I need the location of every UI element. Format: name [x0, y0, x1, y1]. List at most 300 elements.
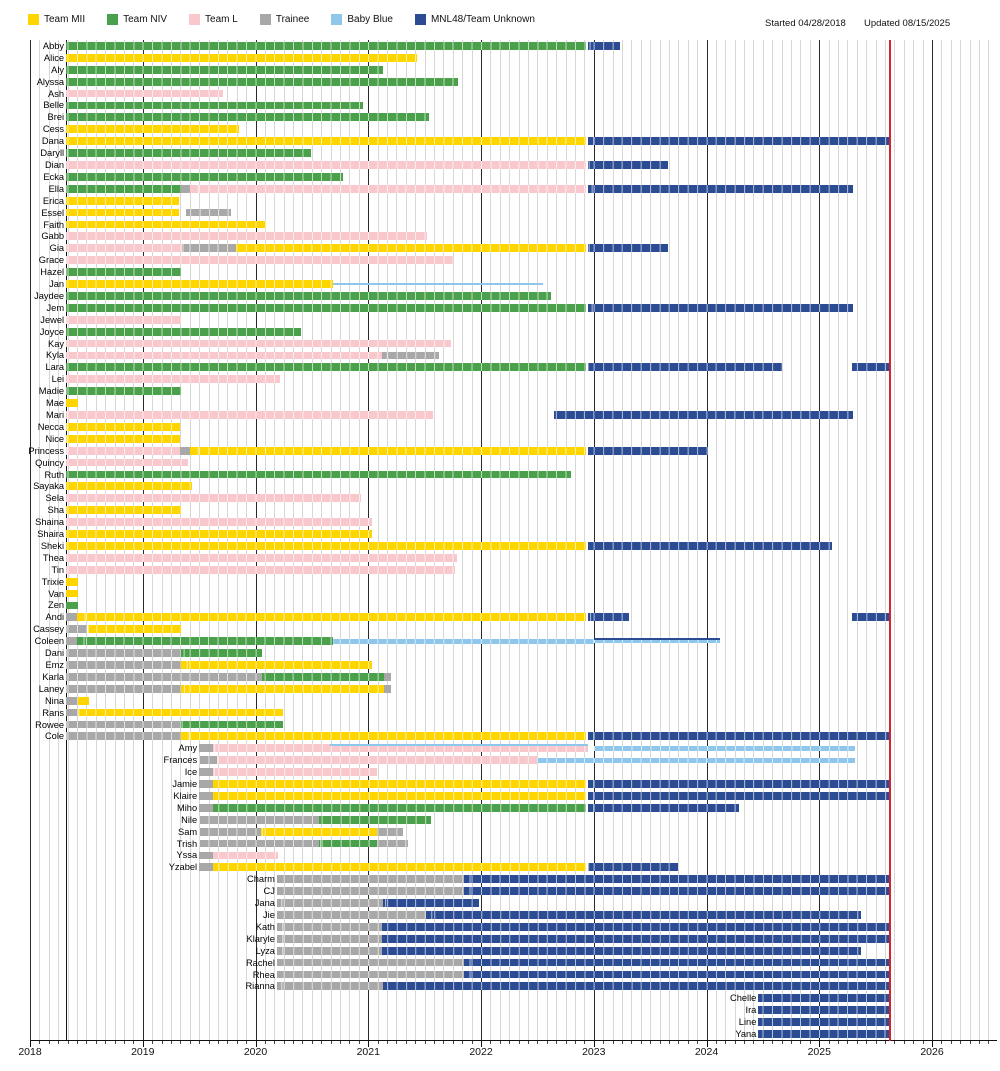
axis-tick	[528, 1041, 529, 1044]
gantt-bar-l	[217, 756, 537, 764]
gantt-bar-niv	[66, 292, 551, 300]
gantt-bar-niv	[66, 387, 181, 395]
gantt-bar-mii	[66, 578, 78, 586]
axis-tick	[885, 1041, 886, 1044]
gantt-bar-trainee	[180, 447, 190, 455]
row-label: Rans	[42, 707, 65, 718]
axis-tick	[556, 1041, 557, 1044]
row-label: Nile	[181, 814, 198, 825]
axis-tick	[133, 1041, 134, 1044]
gantt-bar-l	[213, 852, 278, 860]
row-label: Laney	[38, 683, 65, 694]
axis-tick	[847, 1041, 848, 1044]
axis-tick	[688, 1041, 689, 1044]
legend-label: MNL48/Team Unknown	[430, 14, 535, 25]
gantt-bar-niv	[66, 42, 586, 50]
axis-tick	[753, 1041, 754, 1044]
row-label: Amy	[178, 743, 198, 754]
axis-tick	[509, 1041, 510, 1044]
legend-label: Team MII	[44, 14, 86, 25]
gantt-bar-niv	[319, 816, 432, 824]
axis-tick	[547, 1041, 548, 1044]
row-label: Klaire	[173, 790, 198, 801]
gantt-bar-unknown	[588, 42, 620, 50]
gantt-bar-trainee	[66, 685, 181, 693]
row-label: Belle	[43, 100, 65, 111]
gantt-bar-l	[66, 90, 223, 98]
row-label: Dian	[44, 159, 65, 170]
gantt-bar-niv	[66, 149, 311, 157]
axis-tick	[162, 1041, 163, 1044]
axis-tick	[894, 1041, 895, 1044]
row-label: Line	[738, 1017, 757, 1028]
row-label: Daryll	[40, 148, 65, 159]
row-label: Coleen	[34, 636, 65, 647]
row-label: Grace	[38, 255, 65, 266]
gantt-bar-unknown	[588, 161, 668, 169]
legend-label: Trainee	[275, 14, 310, 25]
year-tick-label: 2024	[694, 1046, 719, 1058]
gantt-bar-mii	[66, 137, 586, 145]
year-tick-label: 2023	[582, 1046, 606, 1058]
row-label: Jem	[46, 302, 65, 313]
gantt-bar-l	[66, 340, 450, 348]
gantt-bar-unknown	[758, 1006, 889, 1014]
gantt-bar-niv	[66, 304, 586, 312]
gantt-bar-trainee	[277, 959, 464, 967]
gantt-bar-unknown	[426, 911, 861, 919]
gantt-bar-unknown	[588, 542, 832, 550]
row-label: Quincy	[35, 457, 65, 468]
gantt-bar-niv	[66, 268, 181, 276]
gantt-bar-trainee	[277, 923, 382, 931]
gantt-bar-niv	[66, 66, 383, 74]
gantt-bar-mii	[66, 482, 192, 490]
axis-tick	[472, 1041, 473, 1044]
axis-tick	[923, 1041, 924, 1044]
axis-tick	[876, 1041, 877, 1044]
row-label: Faith	[43, 219, 65, 230]
x-axis-line	[30, 1040, 997, 1041]
month-gridline	[923, 40, 924, 1040]
axis-tick	[86, 1041, 87, 1044]
row-label: Kyla	[45, 350, 65, 361]
axis-tick	[857, 1041, 858, 1044]
axis-tick	[96, 1041, 97, 1044]
axis-tick	[302, 1041, 303, 1044]
month-gridline	[988, 40, 989, 1040]
axis-tick	[660, 1041, 661, 1044]
axis-tick	[124, 1041, 125, 1044]
axis-tick	[650, 1041, 651, 1044]
row-label: Necca	[37, 421, 65, 432]
gantt-bar-niv	[66, 602, 78, 610]
gantt-bar-trainee	[377, 840, 407, 848]
gantt-bar-unknown	[588, 780, 889, 788]
axis-tick	[415, 1041, 416, 1044]
row-label: Yana	[735, 1029, 757, 1040]
axis-tick	[284, 1041, 285, 1044]
gantt-bar-l	[213, 744, 330, 752]
gantt-bar-trainee	[181, 185, 190, 193]
axis-tick	[500, 1041, 501, 1044]
gantt-bar-niv	[181, 721, 282, 729]
gantt-bar-trainee	[66, 673, 262, 681]
gantt-bar-trainee	[66, 649, 181, 657]
axis-tick	[209, 1041, 210, 1044]
gantt-bar-niv	[181, 649, 262, 657]
gantt-bar-trainee	[199, 744, 213, 752]
axis-tick	[697, 1041, 698, 1044]
row-label: Yzabel	[168, 862, 198, 873]
gantt-bar-unknown	[588, 185, 853, 193]
row-label: Ira	[745, 1005, 757, 1016]
axis-tick	[218, 1041, 219, 1044]
axis-tick	[425, 1041, 426, 1044]
gantt-bar-unknown	[588, 304, 853, 312]
row-label: Brei	[47, 112, 65, 123]
gantt-bar-mii	[66, 590, 78, 598]
gantt-bar-l	[190, 185, 586, 193]
gantt-bar-trainee	[199, 828, 261, 836]
gantt-bar-mii	[181, 661, 372, 669]
gantt-bar-trainee	[182, 244, 236, 252]
axis-tick	[265, 1041, 266, 1044]
axis-tick	[312, 1041, 313, 1044]
gantt-bar-trainee	[277, 947, 382, 955]
axis-tick	[152, 1041, 153, 1044]
row-label: Madie	[38, 386, 65, 397]
row-label: Jan	[49, 279, 65, 290]
gantt-bar-l_bb	[330, 744, 588, 751]
axis-tick	[453, 1041, 454, 1044]
gantt-bar-mii	[66, 197, 179, 205]
gantt-bar-trainee	[66, 637, 77, 645]
gantt-bar-niv	[66, 102, 363, 110]
row-label: Zen	[48, 600, 65, 611]
gantt-bar-trainee	[199, 863, 213, 871]
gantt-bar-bb_thin	[333, 283, 543, 286]
axis-tick	[490, 1041, 491, 1044]
row-label: Sheki	[40, 540, 65, 551]
gantt-bar-unknown	[383, 982, 889, 990]
axis-tick	[274, 1041, 275, 1044]
row-label: Jewel	[40, 314, 65, 325]
axis-tick	[566, 1041, 567, 1044]
gantt-bar-unknown	[588, 863, 678, 871]
row-label: Lei	[51, 374, 65, 385]
gantt-bar-mii	[213, 780, 586, 788]
axis-tick	[866, 1041, 867, 1044]
gantt-bar-unknown	[758, 994, 889, 1002]
gantt-bar-bb	[537, 758, 855, 763]
gantt-bar-l	[66, 352, 382, 360]
gantt-bar-unknown	[852, 613, 889, 621]
axis-tick	[434, 1041, 435, 1044]
row-label: Rhea	[252, 969, 275, 980]
axis-tick	[227, 1041, 228, 1044]
gantt-bar-trainee	[277, 875, 464, 883]
gantt-bar-unknown	[588, 137, 889, 145]
gantt-bar-l	[66, 518, 372, 526]
axis-tick	[641, 1041, 642, 1044]
axis-tick	[406, 1041, 407, 1044]
year-tick-label: 2019	[131, 1046, 155, 1058]
row-label: Gabb	[41, 231, 65, 242]
gantt-bar-mii	[66, 423, 180, 431]
gantt-bar-l	[66, 375, 280, 383]
gantt-bar-trainee	[66, 613, 77, 621]
gantt-bar-unknown	[464, 887, 889, 895]
gantt-bar-niv	[262, 673, 384, 681]
gantt-bar-trainee	[277, 887, 464, 895]
gantt-bar-mii	[261, 828, 377, 836]
row-label: Sam	[178, 826, 198, 837]
gantt-bar-unknown	[758, 1030, 889, 1038]
row-label: Ice	[184, 767, 198, 778]
gantt-bar-trainee	[66, 625, 87, 633]
gantt-bar-trainee	[66, 661, 181, 669]
gantt-bar-niv	[213, 804, 586, 812]
gantt-bar-mii	[66, 209, 179, 217]
gantt-bar-trainee	[66, 709, 77, 717]
gantt-bar-unknown	[464, 971, 889, 979]
gantt-bar-unknown	[383, 899, 479, 907]
year-tick-label: 2018	[18, 1046, 42, 1058]
axis-tick	[331, 1041, 332, 1044]
axis-tick	[904, 1041, 905, 1044]
gantt-bar-unknown	[588, 244, 668, 252]
axis-tick	[744, 1041, 745, 1044]
gantt-bar-mii	[181, 732, 586, 740]
row-label: Cess	[42, 124, 65, 135]
legend-label: Team NIV	[123, 14, 168, 25]
axis-tick	[58, 1041, 59, 1044]
row-label: Sayaka	[33, 481, 65, 492]
axis-tick	[190, 1041, 191, 1044]
axis-tick	[800, 1041, 801, 1044]
gantt-bar-l	[66, 161, 586, 169]
row-label: Klaryle	[246, 933, 275, 944]
row-label: Frances	[163, 755, 198, 766]
gantt-bar-l	[66, 494, 361, 502]
row-label: Aly	[51, 64, 65, 75]
axis-tick	[77, 1041, 78, 1044]
row-label: Cassey	[33, 624, 65, 635]
gantt-bar-bb	[594, 746, 856, 751]
axis-tick	[782, 1041, 783, 1044]
axis-tick	[988, 1041, 989, 1044]
gantt-bar-niv	[77, 637, 333, 645]
row-label: Lyza	[255, 945, 275, 956]
axis-tick	[979, 1041, 980, 1044]
gantt-bar-l	[66, 244, 182, 252]
row-label: Chelle	[730, 993, 757, 1004]
gantt-bar-trainee	[384, 673, 391, 681]
month-gridline	[894, 40, 895, 1040]
gantt-bar-mii	[66, 506, 181, 514]
gantt-bar-unknown	[588, 732, 889, 740]
row-label: Essel	[41, 207, 65, 218]
gantt-bar-trainee	[277, 971, 464, 979]
gantt-bar-unknown	[588, 363, 782, 371]
year-tick-label: 2022	[469, 1046, 493, 1058]
row-label: Shaina	[35, 517, 65, 528]
gantt-bar-mii	[66, 221, 266, 229]
row-label: Sha	[47, 505, 65, 516]
gantt-bar-niv	[66, 471, 571, 479]
gantt-bar-l	[66, 232, 427, 240]
gantt-bar-niv	[66, 78, 458, 86]
year-tick-label: 2020	[243, 1046, 268, 1058]
gantt-bar-l	[213, 768, 378, 776]
gantt-bar-unknown	[758, 1018, 889, 1026]
row-label: Erica	[42, 195, 65, 206]
axis-tick	[960, 1041, 961, 1044]
axis-tick	[603, 1041, 604, 1044]
gantt-bar-trainee	[199, 756, 217, 764]
row-label: Charm	[247, 874, 275, 885]
row-label: Ecka	[43, 171, 65, 182]
gantt-bar-niv	[66, 185, 181, 193]
row-label: Miho	[176, 802, 198, 813]
gantt-bar-trainee	[199, 852, 213, 860]
row-label: Karla	[42, 671, 65, 682]
row-label: Jaydee	[34, 290, 65, 301]
axis-tick	[941, 1041, 942, 1044]
gantt-bar-mii	[190, 447, 586, 455]
gantt-bar-mii	[66, 125, 239, 133]
row-label: Mae	[45, 398, 65, 409]
gantt-bar-trainee	[199, 816, 319, 824]
axis-tick	[584, 1041, 585, 1044]
axis-tick	[340, 1041, 341, 1044]
gantt-bar-mii	[181, 685, 384, 693]
row-label: CJ	[263, 886, 275, 897]
year-tick-label: 2026	[920, 1046, 944, 1058]
row-label: Yssa	[176, 850, 198, 861]
gantt-bar-unknown	[464, 959, 889, 967]
row-label: Abby	[42, 40, 65, 51]
row-label: Joyce	[39, 326, 65, 337]
axis-tick	[519, 1041, 520, 1044]
gantt-bar-mii	[236, 244, 586, 252]
gantt-bar-trainee	[277, 911, 426, 919]
axis-tick	[443, 1041, 444, 1044]
row-label: Alice	[43, 52, 65, 63]
gantt-bar-mii	[66, 542, 586, 550]
axis-tick	[631, 1041, 632, 1044]
axis-tick	[613, 1041, 614, 1044]
axis-tick	[537, 1041, 538, 1044]
row-label: Rianna	[245, 981, 275, 992]
gantt-bar-unknown	[554, 411, 853, 419]
row-label: Jana	[254, 898, 275, 909]
gantt-bar-unknown	[382, 935, 889, 943]
axis-tick	[171, 1041, 172, 1044]
row-label: Rachel	[245, 957, 275, 968]
row-label: Jie	[263, 909, 275, 920]
gantt-bar-mii	[78, 709, 282, 717]
axis-tick	[829, 1041, 830, 1044]
axis-tick	[199, 1041, 200, 1044]
axis-tick	[293, 1041, 294, 1044]
gantt-bar-mii	[213, 792, 586, 800]
row-label: Emz	[45, 659, 65, 670]
gantt-bar-trainee	[277, 935, 382, 943]
row-label: Tin	[51, 564, 65, 575]
gantt-bar-l	[66, 256, 453, 264]
gantt-bar-trainee	[199, 840, 319, 848]
year-tick-label: 2021	[356, 1046, 380, 1058]
row-label: Rowee	[35, 719, 65, 730]
gantt-bar-trainee	[377, 828, 403, 836]
axis-tick	[725, 1041, 726, 1044]
row-label: Kath	[255, 921, 275, 932]
axis-tick	[462, 1041, 463, 1044]
axis-tick	[321, 1041, 322, 1044]
started-date-note: Started 04/28/2018	[765, 18, 846, 29]
gantt-bar-niv	[66, 113, 429, 121]
gantt-bar-l	[66, 316, 181, 324]
updated-date-note: Updated 08/15/2025	[864, 18, 951, 29]
axis-tick	[115, 1041, 116, 1044]
gantt-bar-trainee	[199, 792, 213, 800]
month-gridline	[960, 40, 961, 1040]
gantt-bar-bb_unknown	[594, 638, 720, 643]
gantt-bar-trainee	[384, 685, 391, 693]
gantt-bar-unknown	[588, 447, 708, 455]
row-label: Nina	[44, 695, 65, 706]
gantt-bar-unknown	[464, 875, 889, 883]
gantt-bar-l	[66, 554, 457, 562]
row-label: Trixie	[41, 576, 65, 587]
axis-tick	[49, 1041, 50, 1044]
gantt-bar-unknown	[382, 947, 861, 955]
gantt-bar-trainee	[186, 209, 231, 217]
month-gridline	[970, 40, 971, 1040]
gantt-bar-trainee	[66, 721, 181, 729]
gantt-bar-mii	[66, 435, 180, 443]
year-gridline	[932, 40, 933, 1040]
row-label: Kay	[48, 338, 65, 349]
axis-tick	[387, 1041, 388, 1044]
axis-tick	[68, 1041, 69, 1044]
month-gridline	[951, 40, 952, 1040]
gantt-bar-trainee	[199, 804, 213, 812]
axis-tick	[349, 1041, 350, 1044]
row-label: Jamie	[172, 779, 198, 790]
axis-tick	[396, 1041, 397, 1044]
row-label: Van	[48, 588, 65, 599]
row-label: Gia	[49, 243, 65, 254]
row-label: Princess	[28, 445, 65, 456]
row-label: Thea	[42, 552, 65, 563]
row-label: Andi	[45, 612, 65, 623]
axis-tick	[39, 1041, 40, 1044]
gantt-bar-trainee	[66, 697, 77, 705]
legend-label: Baby Blue	[347, 14, 393, 25]
gantt-bar-niv	[319, 840, 378, 848]
month-gridline	[941, 40, 942, 1040]
gantt-bar-trainee	[199, 768, 213, 776]
row-label: Cole	[44, 731, 65, 742]
axis-tick	[669, 1041, 670, 1044]
gantt-bar-unknown	[852, 363, 889, 371]
gantt-bar-trainee	[66, 732, 181, 740]
axis-tick	[378, 1041, 379, 1044]
axis-tick	[735, 1041, 736, 1044]
